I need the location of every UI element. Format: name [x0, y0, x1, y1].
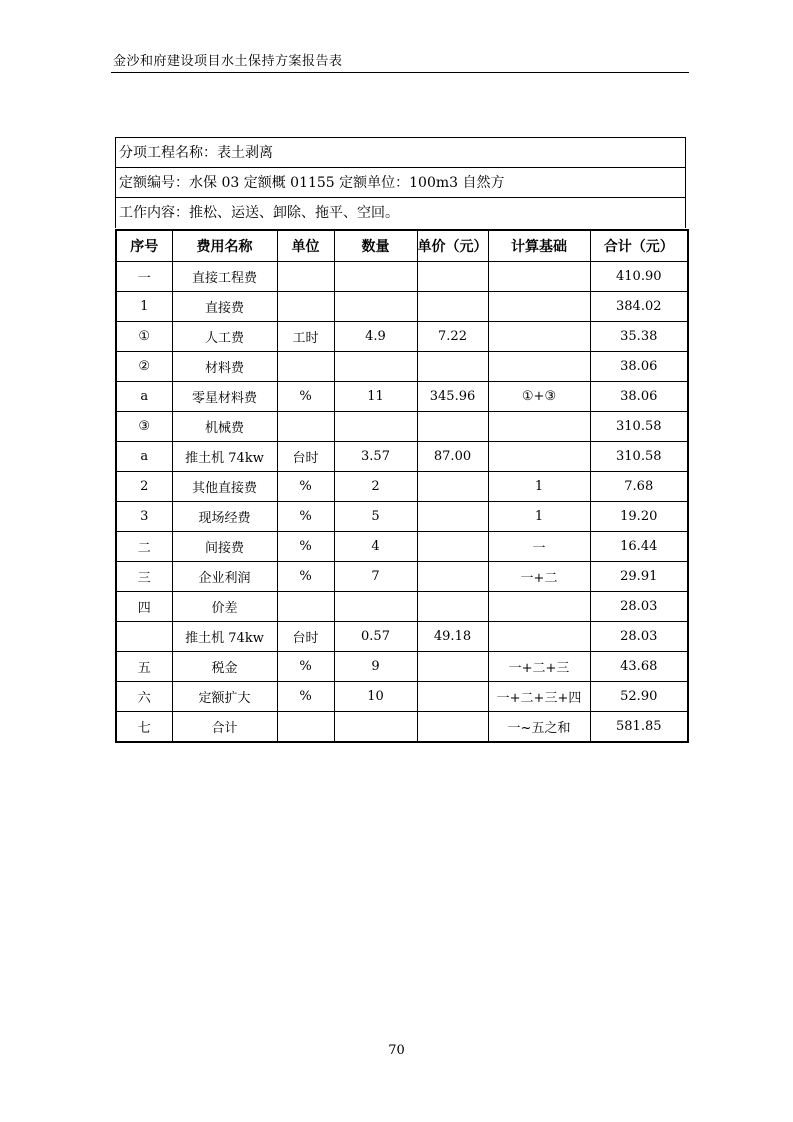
- cell-unit: %: [277, 502, 334, 532]
- cell-price: [417, 262, 488, 292]
- cell-seq: ②: [116, 352, 172, 382]
- cell-seq: a: [116, 382, 172, 412]
- cell-total: 38.06: [590, 352, 688, 382]
- col-header-qty: 数量: [334, 230, 417, 262]
- table-row: [116, 412, 688, 442]
- cell-item: 零星材料费: [172, 382, 277, 412]
- cell-item: 合计: [172, 712, 277, 743]
- cell-price: [417, 412, 488, 442]
- cell-seq: 六: [116, 682, 172, 712]
- cell-seq: 五: [116, 652, 172, 682]
- table-body: [116, 262, 688, 743]
- table-row: [116, 322, 688, 352]
- cell-basis: [488, 292, 590, 322]
- cell-seq: 3: [116, 502, 172, 532]
- cell-unit: [277, 352, 334, 382]
- cell-seq: 1: [116, 292, 172, 322]
- cell-total: 581.85: [590, 712, 688, 743]
- cell-price: 49.18: [417, 622, 488, 652]
- cell-unit: 工时: [277, 322, 334, 352]
- cell-unit: 台时: [277, 442, 334, 472]
- quota-row: 定额编号：水保 03 定额概 01155 定额单位：100m3 自然方: [116, 168, 685, 198]
- cell-total: 35.38: [590, 322, 688, 352]
- cell-basis: [488, 352, 590, 382]
- cell-qty: [334, 292, 417, 322]
- header-divider: [111, 72, 689, 73]
- table-header-row: [116, 230, 688, 262]
- cell-basis: 一+二: [488, 562, 590, 592]
- col-header-total: 合计（元）: [590, 230, 688, 262]
- project-name-row: 分项工程名称：表土剥离: [116, 138, 685, 168]
- cell-qty: [334, 712, 417, 743]
- table-row: [116, 502, 688, 532]
- table-row: [116, 622, 688, 652]
- cell-unit: [277, 592, 334, 622]
- cell-seq: ①: [116, 322, 172, 352]
- cell-basis: 1: [488, 472, 590, 502]
- cell-item: 价差: [172, 592, 277, 622]
- cell-unit: %: [277, 472, 334, 502]
- cost-table: [115, 229, 689, 743]
- cell-unit: %: [277, 532, 334, 562]
- cell-price: [417, 712, 488, 743]
- cell-item: 定额扩大: [172, 682, 277, 712]
- cell-total: 310.58: [590, 442, 688, 472]
- cell-total: 384.02: [590, 292, 688, 322]
- cell-seq: 二: [116, 532, 172, 562]
- cell-item: 机械费: [172, 412, 277, 442]
- table-row: [116, 472, 688, 502]
- cell-item: 人工费: [172, 322, 277, 352]
- cell-item: 企业利润: [172, 562, 277, 592]
- cell-qty: 4: [334, 532, 417, 562]
- cell-qty: 2: [334, 472, 417, 502]
- cell-seq: 三: [116, 562, 172, 592]
- cell-item: 现场经费: [172, 502, 277, 532]
- cell-price: [417, 592, 488, 622]
- col-header-item: 费用名称: [172, 230, 277, 262]
- cell-total: 310.58: [590, 412, 688, 442]
- cell-total: 52.90: [590, 682, 688, 712]
- cell-unit: %: [277, 382, 334, 412]
- cell-item: 间接费: [172, 532, 277, 562]
- table-row: [116, 352, 688, 382]
- cell-price: 345.96: [417, 382, 488, 412]
- cell-unit: 台时: [277, 622, 334, 652]
- table-row: [116, 562, 688, 592]
- cell-total: 43.68: [590, 652, 688, 682]
- cell-qty: 4.9: [334, 322, 417, 352]
- table-row: [116, 652, 688, 682]
- cell-qty: 11: [334, 382, 417, 412]
- cell-unit: [277, 712, 334, 743]
- page-number: 70: [388, 1043, 405, 1058]
- cell-basis: 一+二+三: [488, 652, 590, 682]
- cell-basis: [488, 442, 590, 472]
- table-row: [116, 442, 688, 472]
- report-header-title: 金沙和府建设项目水土保持方案报告表: [113, 54, 343, 69]
- cell-basis: [488, 322, 590, 352]
- cell-basis: [488, 412, 590, 442]
- cell-total: 19.20: [590, 502, 688, 532]
- col-header-seq: 序号: [116, 230, 172, 262]
- cell-seq: 七: [116, 712, 172, 743]
- table-row: [116, 592, 688, 622]
- cell-total: 29.91: [590, 562, 688, 592]
- cell-qty: 7: [334, 562, 417, 592]
- cell-seq: 2: [116, 472, 172, 502]
- table-row: [116, 382, 688, 412]
- cell-price: [417, 532, 488, 562]
- cell-basis: 1: [488, 502, 590, 532]
- table-row: [116, 712, 688, 743]
- cell-price: [417, 562, 488, 592]
- cell-seq: ③: [116, 412, 172, 442]
- cell-price: [417, 292, 488, 322]
- cell-basis: [488, 262, 590, 292]
- cell-price: 87.00: [417, 442, 488, 472]
- cell-price: 7.22: [417, 322, 488, 352]
- table-row: [116, 262, 688, 292]
- cell-qty: 0.57: [334, 622, 417, 652]
- cell-price: [417, 652, 488, 682]
- cell-price: [417, 682, 488, 712]
- cell-unit: %: [277, 562, 334, 592]
- cell-qty: 5: [334, 502, 417, 532]
- cell-total: 16.44: [590, 532, 688, 562]
- table-row: [116, 532, 688, 562]
- cell-unit: [277, 262, 334, 292]
- cell-seq: 一: [116, 262, 172, 292]
- cell-basis: ①+③: [488, 382, 590, 412]
- work-content-row: 工作内容：推松、运送、卸除、拖平、空回。: [119, 205, 399, 221]
- cell-qty: 9: [334, 652, 417, 682]
- cell-qty: [334, 262, 417, 292]
- cell-unit: [277, 292, 334, 322]
- cell-item: 直接费: [172, 292, 277, 322]
- cell-total: 410.90: [590, 262, 688, 292]
- cell-basis: [488, 622, 590, 652]
- cell-total: 28.03: [590, 592, 688, 622]
- cell-item: 材料费: [172, 352, 277, 382]
- cell-qty: 10: [334, 682, 417, 712]
- cell-price: [417, 502, 488, 532]
- table-row: [116, 292, 688, 322]
- cell-qty: 3.57: [334, 442, 417, 472]
- col-header-price: 单价（元）: [417, 230, 488, 262]
- table-row: [116, 682, 688, 712]
- cell-unit: %: [277, 652, 334, 682]
- cell-basis: [488, 592, 590, 622]
- cell-item: 税金: [172, 652, 277, 682]
- cell-unit: %: [277, 682, 334, 712]
- cell-seq: 四: [116, 592, 172, 622]
- cell-item: 推土机 74kw: [172, 442, 277, 472]
- cell-basis: 一+二+三+四: [488, 682, 590, 712]
- cell-total: 28.03: [590, 622, 688, 652]
- cell-item: 其他直接费: [172, 472, 277, 502]
- cell-basis: 一~五之和: [488, 712, 590, 743]
- cell-seq: [116, 622, 172, 652]
- cell-unit: [277, 412, 334, 442]
- cell-qty: [334, 412, 417, 442]
- cell-item: 直接工程费: [172, 262, 277, 292]
- cell-qty: [334, 592, 417, 622]
- col-header-basis: 计算基础: [488, 230, 590, 262]
- cell-qty: [334, 352, 417, 382]
- cell-price: [417, 472, 488, 502]
- cell-seq: a: [116, 442, 172, 472]
- item-info-box: [115, 137, 686, 228]
- cell-total: 7.68: [590, 472, 688, 502]
- col-header-unit: 单位: [277, 230, 334, 262]
- cell-item: 推土机 74kw: [172, 622, 277, 652]
- cell-basis: 一: [488, 532, 590, 562]
- cell-price: [417, 352, 488, 382]
- cell-total: 38.06: [590, 382, 688, 412]
